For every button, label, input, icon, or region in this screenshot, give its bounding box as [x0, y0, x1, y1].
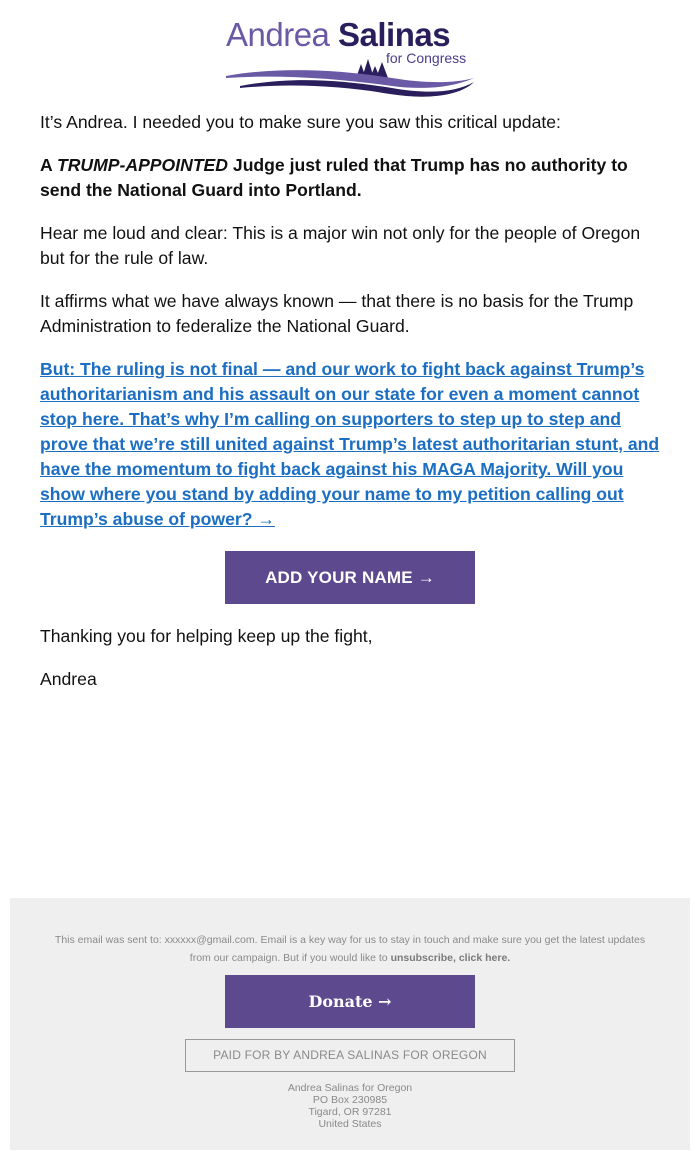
email-footer	[10, 898, 690, 1150]
add-your-name-button[interactable]: ADD YOUR NAME →	[225, 551, 475, 604]
logo-subtitle: for Congress	[386, 50, 467, 66]
logo-last-name: Salinas	[338, 16, 451, 53]
address-city: Tigard, OR 97281	[308, 1106, 392, 1118]
unsubscribe-link[interactable]: unsubscribe, click here.	[390, 952, 511, 964]
address-country: United States	[318, 1118, 382, 1130]
headline-emphasis: TRUMP-APPOINTED	[56, 155, 229, 175]
closing-text: Thanking you for helping keep up the fight,	[40, 626, 373, 646]
cta-container	[40, 551, 660, 604]
mailing-address	[200, 1082, 500, 1130]
signature-text: Andrea	[40, 669, 97, 689]
headline-prefix: A	[40, 155, 57, 175]
paragraph-win: Hear me loud and clear: This is a major win not only for the people of Oregon but for the rule of law.	[40, 223, 641, 268]
footer-note	[50, 931, 650, 967]
logo-first-name: Andrea	[226, 16, 330, 53]
intro-text: It’s Andrea. I needed you to make sure you saw this critical update:	[40, 112, 561, 132]
address-org: Andrea Salinas for Oregon	[287, 1082, 413, 1094]
address-po-box: PO Box 230985	[312, 1094, 388, 1106]
headline-suffix: Judge just ruled that Trump has no authority to send the National Guard into Portland.	[40, 155, 628, 200]
donate-button[interactable]: Donate →	[225, 975, 475, 1028]
headline-text	[40, 153, 666, 203]
paragraph-affirms: It affirms what we have always known — that there is no basis for the Trump Administration to federalize the National Guard.	[40, 291, 634, 336]
footer-note-text: This email was sent to: xxxxxx@gmail.com. Email is a key way for us to stay in touch and make sure you get the latest updates from our campaign. But if you would like to	[54, 934, 646, 964]
campaign-logo	[222, 12, 478, 98]
petition-link[interactable]: But: The ruling is not final — and our work to fight back against Trump’s authoritarianism and his assault on our state for even a moment cannot stop here. That’s why I’m calling on supporters to step up to step and prove that we’re still united against Trump’s latest authoritarian stunt, and have the momentum to fight back against his MAGA Majority. Will you show where you stand by adding your name to my petition calling out Trump’s abuse of power? →	[40, 359, 660, 529]
paid-for-disclaimer: PAID FOR BY ANDREA SALINAS FOR OREGON	[185, 1039, 515, 1072]
logo-swoosh-trees-icon	[222, 48, 478, 98]
email-body	[40, 110, 666, 710]
